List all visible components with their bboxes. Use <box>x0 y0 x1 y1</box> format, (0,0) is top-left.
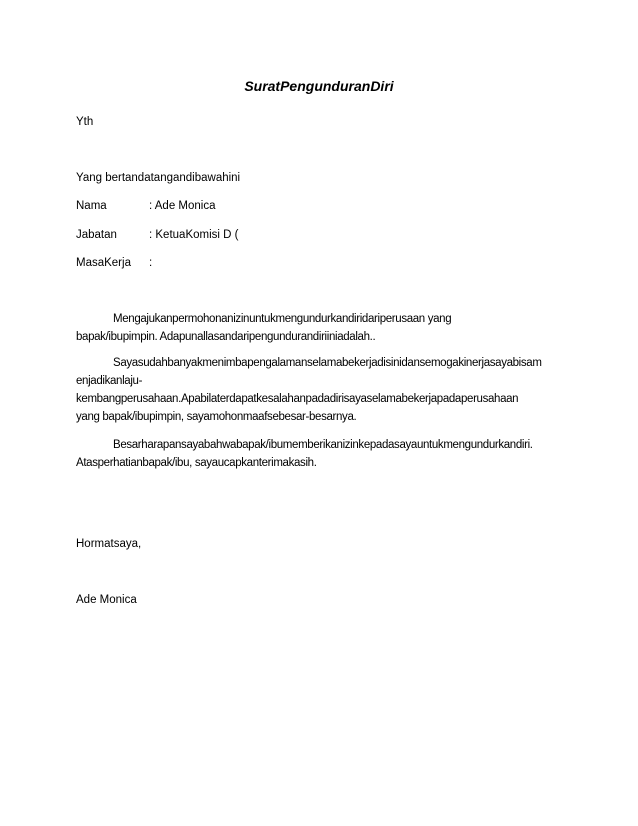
paragraph-thanks-line-2: Atasperhatianbapak/ibu, sayaucapkanterimakasih. <box>76 457 317 469</box>
paragraph-thanks-line-1: Besarharapansayabahwabapak/ibumemberikanizinkepadasayauntukmengundurkandiri. <box>113 439 533 451</box>
field-value-masakerja: : <box>149 257 153 269</box>
paragraph-reason-line-4: yang bapak/ibupimpin, sayamohonmaafsebesar-besarnya. <box>76 411 357 423</box>
paragraph-request-line-1: Mengajukanpermohonanizinuntukmengundurkandiridariperusaan yang <box>113 313 452 325</box>
field-label-nama: Nama <box>76 200 107 212</box>
signature-name: Ade Monica <box>76 594 137 606</box>
paragraph-thanks <box>76 436 576 472</box>
paragraph-request-line-2: bapak/ibupimpin. Adapunallasandaripengundurandiriiniadalah.. <box>76 331 376 343</box>
field-label-masakerja: MasaKerja <box>76 257 131 269</box>
letter-title: SuratPengunduranDiri <box>244 78 394 94</box>
salutation: Yth <box>76 116 94 128</box>
field-label-jabatan: Jabatan <box>76 229 117 241</box>
paragraph-reason <box>76 354 576 426</box>
intro-line: Yang bertandatangandibawahini <box>76 172 241 184</box>
paragraph-reason-line-3: kembangperusahaan.Apabilaterdapatkesalahanpadadirisayaselamabekerjapadaperusahaan <box>76 393 519 405</box>
closing: Hormatsaya, <box>76 538 142 550</box>
paragraph-request <box>76 310 576 346</box>
field-value-nama: : Ade Monica <box>149 200 216 212</box>
paragraph-reason-line-2: enjadikanlaju- <box>76 375 143 387</box>
field-value-jabatan: : KetuaKomisi D ( <box>149 229 239 241</box>
paragraph-reason-line-1: Sayasudahbanyakmenimbapengalamanselamabekerjadisinidansemogakinerjasayabisam <box>113 357 542 369</box>
